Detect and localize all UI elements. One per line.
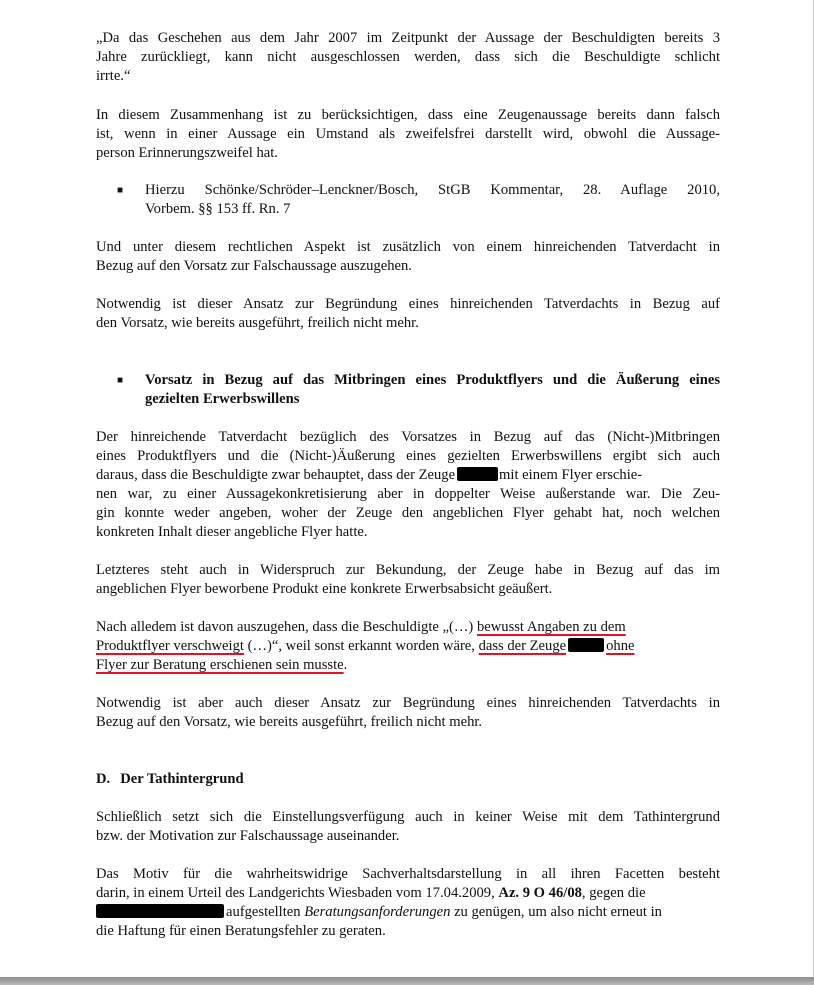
paragraph-1-line-1: „Da das Geschehen aus dem Jahr 2007 im Zeitpunkt der Aussage der Beschuldigten bereits 3 <box>96 30 720 46</box>
highlighted-phrase-2: dass der Zeuge <box>478 638 567 654</box>
paragraph-10-line-3 <box>96 903 720 922</box>
paragraph-5-line-3-end: mit einem Flyer erschie- <box>499 467 643 483</box>
paragraph-1-line-3: irrte.“ <box>96 68 131 84</box>
redaction-block <box>568 638 604 652</box>
heading-bullet-marker: ■ <box>117 375 124 386</box>
paragraph-7-line-1-start: Nach alledem ist davon auszugehen, dass die Beschuldigte „(…) <box>96 619 477 635</box>
citation-line-1: Hierzu Schönke/Schröder–Lenckner/Bosch, StGB Kommentar, 28. Auflage 2010, <box>145 182 720 198</box>
paragraph-5-line-4: nen war, zu einer Aussagekonkretisierung aber in doppelter Weise außerstande war. Die Zeu- <box>96 486 720 502</box>
paragraph-10-line-4: die Haftung für einen Beratungsfehler zu geraten. <box>96 923 386 939</box>
paragraph-4-line-2: den Vorsatz, wie bereits ausgeführt, freilich nicht mehr. <box>96 315 419 331</box>
section-d-number: D. <box>96 771 111 787</box>
citation-line-2: Vorbem. §§ 153 ff. Rn. 7 <box>145 201 291 217</box>
emphasized-term: Beratungsanforderungen <box>304 904 451 920</box>
bullet-marker: ■ <box>117 185 124 196</box>
paragraph-2-line-3: person Erinnerungszweifel hat. <box>96 145 278 161</box>
paragraph-5-line-2: eines Produktflyers und die (Nicht-)Äußerung eines gezielten Erwerbswillens ergibt sich auch <box>96 448 720 464</box>
highlighted-phrase-2-end: Flyer zur Beratung erschienen sein musste <box>96 657 344 673</box>
case-number: Az. 9 O 46/08 <box>498 885 582 901</box>
paragraph-8-line-1: Notwendig ist aber auch dieser Ansatz zur Begründung eines hinreichenden Tatverdachts in <box>96 695 720 711</box>
highlighted-phrase-2-cont: ohne <box>606 638 635 654</box>
paragraph-7-line-2-middle: (…)“, weil sonst erkannt worden wäre, <box>243 638 479 654</box>
paragraph-2-line-1: In diesem Zusammenhang ist zu berücksichtigen, dass eine Zeugenaussage bereits dann falsch <box>96 107 720 123</box>
paragraph-10-line-3-start: aufgestellten <box>226 904 305 920</box>
paragraph-6-line-2: angeblichen Flyer beworbene Produkt eine konkrete Erwerbsabsicht geäußert. <box>96 581 553 597</box>
paragraph-3-line-2: Bezug auf den Vorsatz zur Falschaussage auszugehen. <box>96 258 412 274</box>
paragraph-10-line-2-end: , gegen die <box>581 885 646 901</box>
paragraph-5-line-1: Der hinreichende Tatverdacht bezüglich des Vorsatzes in Bezug auf das (Nicht-)Mitbringen <box>96 429 720 445</box>
paragraph-10-line-3-end: zu genügen, um also nicht erneut in <box>450 904 662 920</box>
paragraph-9-line-2: bzw. der Motivation zur Falschaussage auseinander. <box>96 828 400 844</box>
paragraph-2-line-2: ist, wenn in einer Aussage ein Umstand als zweifelsfrei darstellt wird, obwohl die Aussage- <box>96 126 720 142</box>
paragraph-7-line-3 <box>96 656 720 675</box>
paragraph-9-line-1: Schließlich setzt sich die Einstellungsverfügung auch in keiner Weise mit dem Tathintergrund <box>96 809 720 825</box>
section-d-heading <box>96 770 720 789</box>
paragraph-10-line-1: Das Motiv für die wahrheitswidrige Sachverhaltsdarstellung in all ihren Facetten besteht <box>96 866 720 882</box>
paragraph-6-line-1: Letzteres steht auch in Widerspruch zur Bekundung, der Zeuge habe in Bezug auf das im <box>96 562 720 578</box>
highlighted-phrase-1-cont: Produktflyer verschweigt <box>96 638 244 654</box>
paragraph-1-line-2: Jahre zurückliegt, kann nicht ausgeschlossen werden, dass sich die Beschuldigte schlicht <box>96 49 720 65</box>
paragraph-8-line-2: Bezug auf den Vorsatz, wie bereits ausgeführt, freilich nicht mehr. <box>96 714 483 730</box>
paragraph-5-line-3 <box>96 466 720 485</box>
paragraph-10-line-2 <box>96 884 720 903</box>
window-bottom-edge <box>0 977 814 985</box>
paragraph-7-line-2 <box>96 637 720 656</box>
paragraph-4-line-1: Notwendig ist dieser Ansatz zur Begründung eines hinreichenden Tatverdachts in Bezug auf <box>96 296 720 312</box>
highlighted-phrase-1: bewusst Angaben zu dem <box>476 619 626 635</box>
paragraph-5-line-6: konkreten Inhalt dieser angebliche Flyer hatte. <box>96 524 368 540</box>
paragraph-5-line-5: gin konnte weder angeben, woher der Zeuge den angeblichen Flyer gehabt hat, noch welchen <box>96 505 720 521</box>
section-heading-line-1: Vorsatz in Bezug auf das Mitbringen eines Produktflyers und die Äußerung eines <box>145 372 720 388</box>
paragraph-5-line-3-start: daraus, dass die Beschuldigte zwar behauptet, dass der Zeuge <box>96 467 456 483</box>
section-d-title: Der Tathintergrund <box>120 771 244 787</box>
paragraph-7-line-3-end: . <box>343 657 348 673</box>
paragraph-10-line-2-start: darin, in einem Urteil des Landgerichts Wiesbaden vom 17.04.2009, <box>96 885 499 901</box>
paragraph-3-line-1: Und unter diesem rechtlichen Aspekt ist zusätzlich von einem hinreichenden Tatverdacht in <box>96 239 720 255</box>
section-heading-line-2: gezielten Erwerbswillens <box>145 391 300 407</box>
redaction-block <box>96 904 224 918</box>
redaction-block <box>457 467 498 481</box>
paragraph-7-line-1 <box>96 618 720 637</box>
